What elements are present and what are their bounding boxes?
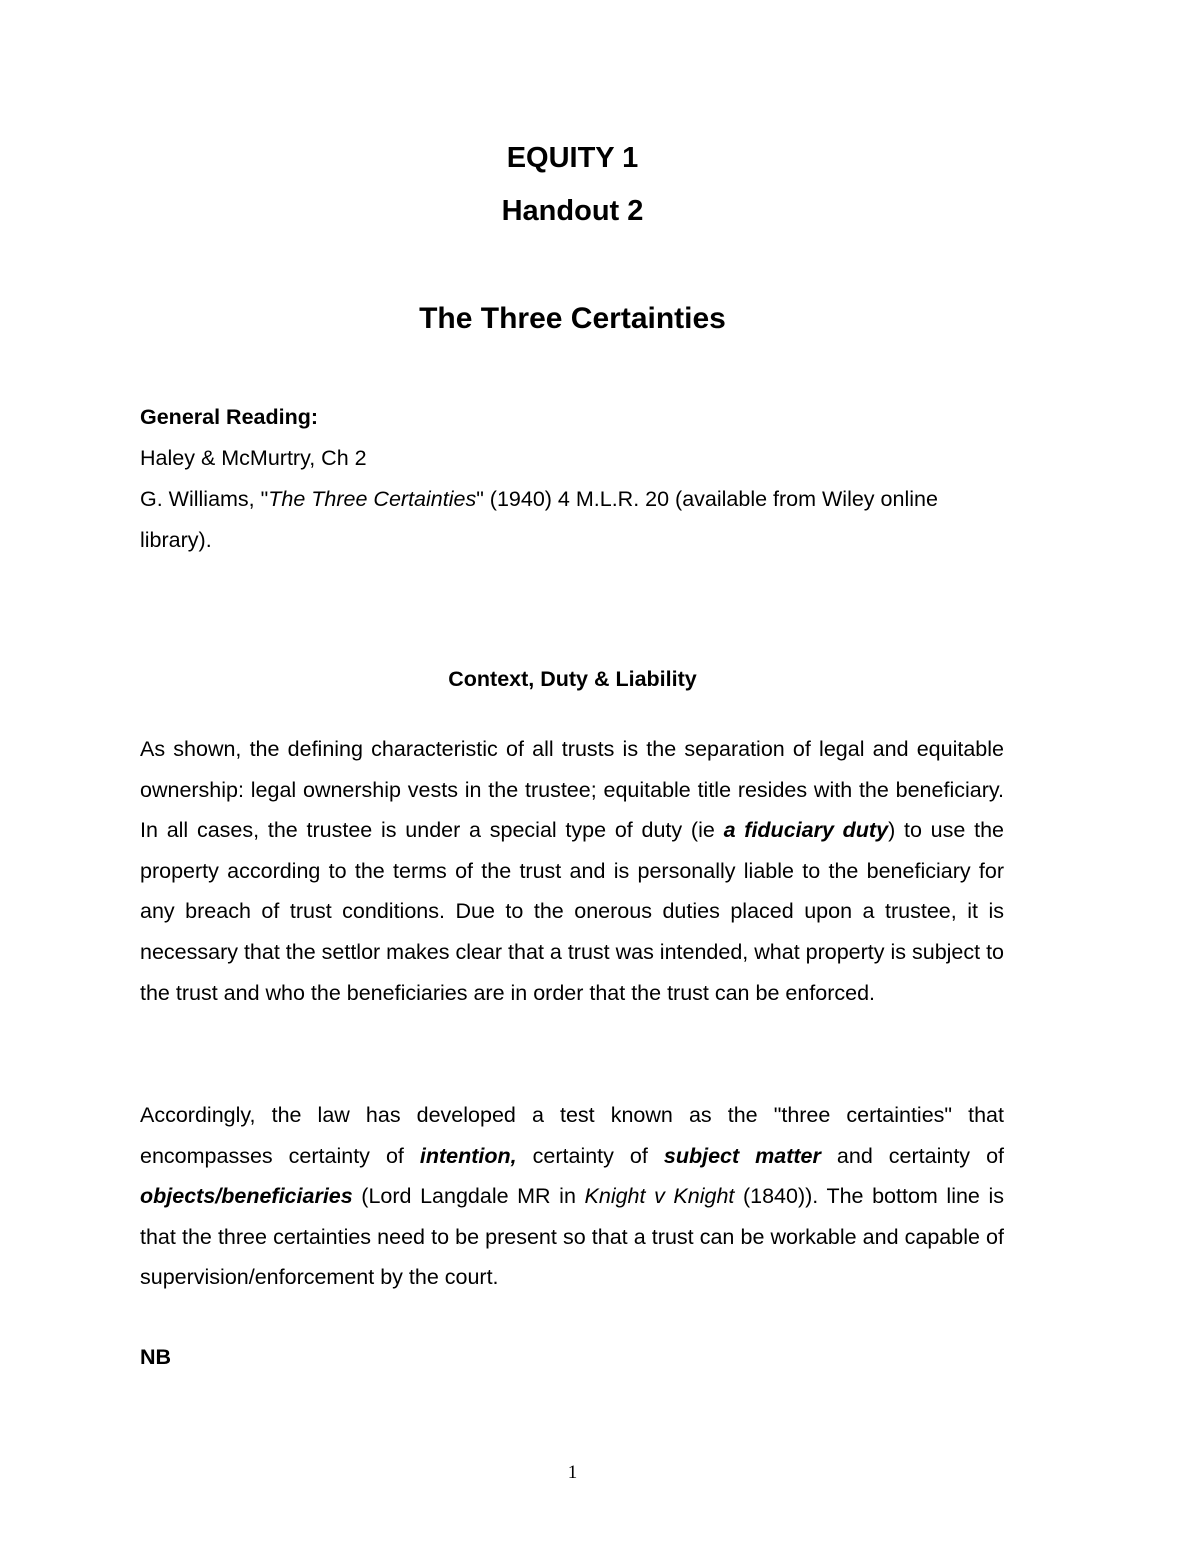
page-number: 1	[567, 1462, 578, 1483]
topic-title: The Three Certainties	[419, 302, 726, 335]
section-heading: Context, Duty & Liability	[448, 667, 697, 691]
paragraph-1-text-a: As shown, the defining characteristic of all trusts is the separation of legal and equitable ownership: legal ownership vests in the trustee; equitable title resides with the beneficiary. In all cases, the trustee is under a special type of duty (ie	[140, 737, 1004, 843]
handout-title: Handout 2	[501, 195, 644, 227]
general-reading	[140, 397, 1004, 561]
fiduciary-duty-emphasis: a fiduciary duty	[723, 818, 889, 843]
paragraph-2-text-e: (1840)). The bottom line is that the three certainties need to be present so that a trust can be workable and capable of supervision/enforcement by the court.	[140, 1184, 1004, 1290]
paragraph-context	[140, 729, 1004, 1013]
paragraph-1-text-b: ) to use the property according to the terms of the trust and is personally liable to the beneficiary for any breach of trust conditions. Due to the onerous duties placed upon a trustee, it is necessary that the settlor makes clear that a trust was intended, what property is subject to the trust and who the beneficiaries are in order that the trust can be enforced.	[140, 818, 1005, 1005]
reading-label: General Reading:	[140, 405, 319, 429]
paragraph-2-text-d: (Lord Langdale MR in	[352, 1184, 585, 1209]
nb-label: NB	[140, 1345, 172, 1369]
reading-item-2-prefix: G. Williams, "	[140, 487, 269, 511]
reading-item-2	[140, 479, 1004, 561]
subject-matter-emphasis: subject matter	[663, 1143, 821, 1168]
objects-emphasis: objects/beneficiaries	[140, 1184, 353, 1209]
paragraph-certainties	[140, 1095, 1004, 1298]
paragraph-2-text-a: Accordingly, the law has developed a test known as the "three certainties" that encompasses certainty of	[140, 1103, 1004, 1168]
paragraph-2-text-c: and certainty of	[820, 1143, 1004, 1168]
course-title: EQUITY 1	[506, 142, 639, 174]
paragraph-2-text-b: certainty of	[516, 1143, 664, 1168]
case-name: Knight v Knight	[584, 1184, 735, 1209]
reading-item-2-title: The Three Certainties	[268, 487, 477, 511]
reading-item-2-suffix: " (1940) 4 M.L.R. 20 (available from Wiley online library).	[140, 487, 938, 552]
reading-item-1: Haley & McMurtry, Ch 2	[140, 446, 367, 470]
intention-emphasis: intention,	[419, 1143, 517, 1168]
